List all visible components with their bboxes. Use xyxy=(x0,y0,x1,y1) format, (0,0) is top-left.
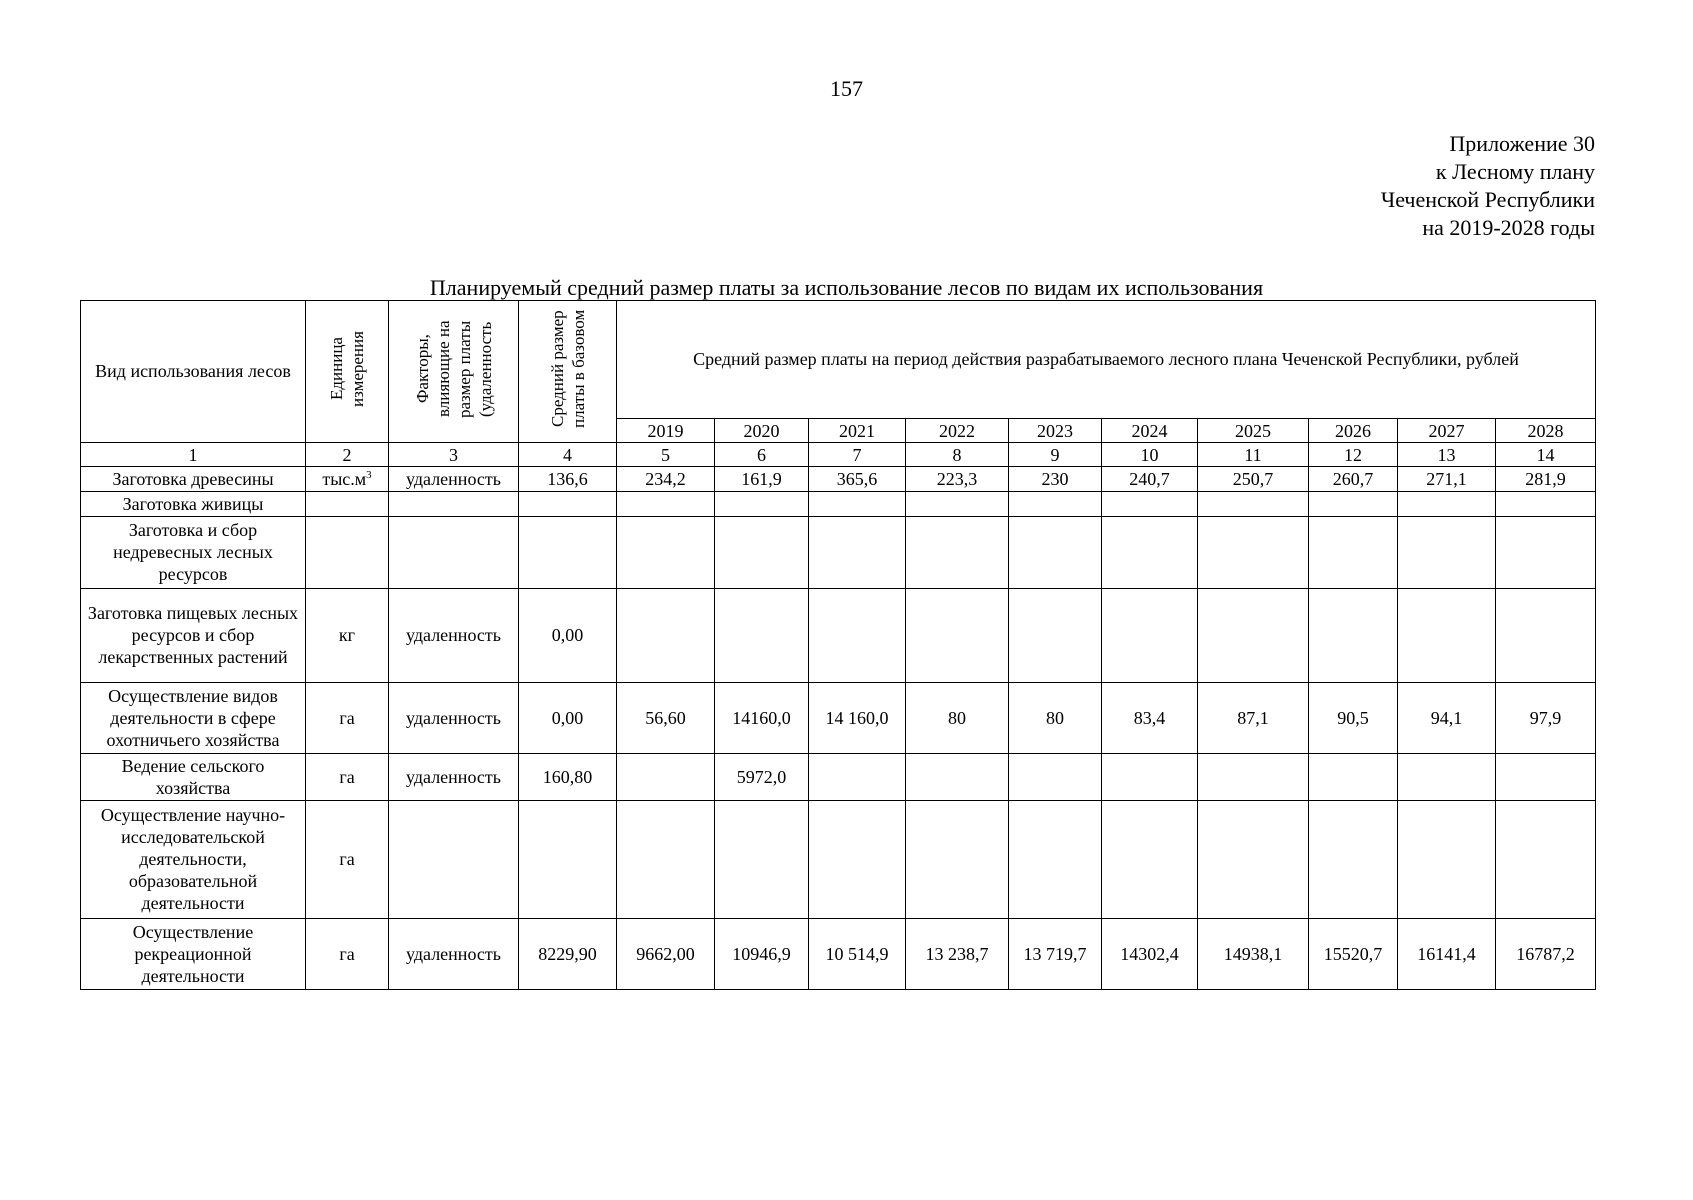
year-value-cell xyxy=(1009,517,1102,588)
year-header: 2024 xyxy=(1102,419,1198,443)
year-value-cell: 94,1 xyxy=(1398,682,1496,753)
year-value-cell xyxy=(617,588,715,682)
year-value-cell xyxy=(1309,754,1398,801)
year-value-cell: 10946,9 xyxy=(715,918,809,989)
year-header: 2025 xyxy=(1198,419,1309,443)
year-value-cell: 234,2 xyxy=(617,467,715,492)
year-value-cell xyxy=(1198,517,1309,588)
usage-type-cell: Заготовка пищевых лесных ресурсов и сбор лекарственных растений xyxy=(81,588,306,682)
year-value-cell xyxy=(1398,492,1496,517)
usage-type-cell: Осуществление видов деятельности в сфере охотничьего хозяйства xyxy=(81,682,306,753)
year-header: 2019 xyxy=(617,419,715,443)
year-value-cell xyxy=(1496,588,1596,682)
unit-cell xyxy=(306,801,389,918)
unit-cell xyxy=(306,918,389,989)
column-number: 2 xyxy=(306,443,389,467)
year-value-cell: 161,9 xyxy=(715,467,809,492)
base-fee-cell: 160,80 xyxy=(519,754,617,801)
column-number: 12 xyxy=(1309,443,1398,467)
year-value-cell xyxy=(1496,517,1596,588)
year-value-cell xyxy=(809,801,906,918)
annex-line-4: на 2019-2028 годы xyxy=(1422,215,1595,240)
year-value-cell: 14302,4 xyxy=(1102,918,1198,989)
unit-cell xyxy=(306,588,389,682)
base-fee-cell xyxy=(519,492,617,517)
year-value-cell: 13 719,7 xyxy=(1009,918,1102,989)
year-value-cell xyxy=(1398,801,1496,918)
year-value-cell xyxy=(1496,492,1596,517)
unit-cell xyxy=(306,754,389,801)
year-value-cell xyxy=(1198,492,1309,517)
header-factors xyxy=(389,301,519,443)
year-value-cell xyxy=(1009,492,1102,517)
usage-type-cell: Осуществление научно-исследовательской деятельности, образовательной деятельности xyxy=(81,801,306,918)
year-value-cell: 14 160,0 xyxy=(809,682,906,753)
unit-text: га xyxy=(339,708,355,728)
column-number: 13 xyxy=(1398,443,1496,467)
year-value-cell xyxy=(906,801,1009,918)
year-value-cell xyxy=(1009,754,1102,801)
table-row xyxy=(81,467,1596,492)
payment-table xyxy=(80,300,1596,990)
header-usage-type: Вид использования лесов xyxy=(81,301,306,443)
year-value-cell xyxy=(1102,588,1198,682)
year-value-cell xyxy=(1496,754,1596,801)
factor-cell: удаленность xyxy=(389,754,519,801)
table-row xyxy=(81,801,1596,918)
column-number: 7 xyxy=(809,443,906,467)
header-factors-text: Факторы, влияющие на размер платы (удаленность xyxy=(412,320,495,418)
year-value-cell xyxy=(1398,588,1496,682)
year-header: 2020 xyxy=(715,419,809,443)
year-header: 2023 xyxy=(1009,419,1102,443)
year-value-cell: 90,5 xyxy=(1309,682,1398,753)
year-value-cell xyxy=(1102,801,1198,918)
table-row xyxy=(81,918,1596,989)
column-number: 3 xyxy=(389,443,519,467)
year-value-cell xyxy=(715,801,809,918)
unit-cell xyxy=(306,682,389,753)
year-header: 2022 xyxy=(906,419,1009,443)
base-fee-cell: 8229,90 xyxy=(519,918,617,989)
table-row xyxy=(81,492,1596,517)
annex-line-1: Приложение 30 xyxy=(1449,131,1595,156)
factor-cell: удаленность xyxy=(389,588,519,682)
year-value-cell: 16141,4 xyxy=(1398,918,1496,989)
year-value-cell xyxy=(906,754,1009,801)
unit-text: тыс.м xyxy=(322,469,367,490)
unit-text: га xyxy=(339,849,355,870)
column-number: 1 xyxy=(81,443,306,467)
base-fee-cell: 0,00 xyxy=(519,588,617,682)
year-value-cell: 230 xyxy=(1009,467,1102,492)
year-value-cell: 271,1 xyxy=(1398,467,1496,492)
factor-cell: удаленность xyxy=(389,467,519,492)
year-value-cell xyxy=(617,517,715,588)
year-value-cell xyxy=(809,754,906,801)
column-number: 4 xyxy=(519,443,617,467)
usage-type-cell: Заготовка и сбор недревесных лесных ресурсов xyxy=(81,517,306,588)
base-fee-cell: 0,00 xyxy=(519,682,617,753)
year-value-cell xyxy=(906,588,1009,682)
annex-line-2: к Лесному плану xyxy=(1435,159,1595,184)
year-value-cell xyxy=(617,801,715,918)
annex-heading xyxy=(1381,130,1595,242)
year-value-cell: 83,4 xyxy=(1102,682,1198,753)
unit-superscript: 3 xyxy=(366,469,372,482)
header-period: Средний размер платы на период действия разрабатываемого лесного плана Чеченской Республики, рублей xyxy=(617,301,1596,419)
document-title: Планируемый средний размер платы за использование лесов по видам их использования xyxy=(429,275,1264,300)
column-number: 14 xyxy=(1496,443,1596,467)
year-value-cell xyxy=(1009,801,1102,918)
year-value-cell: 87,1 xyxy=(1198,682,1309,753)
table-row xyxy=(81,588,1596,682)
year-value-cell xyxy=(715,492,809,517)
usage-type-cell: Ведение сельского хозяйства xyxy=(81,754,306,801)
year-value-cell xyxy=(617,754,715,801)
column-number: 8 xyxy=(906,443,1009,467)
unit-text: кг xyxy=(338,625,356,646)
header-unit-text: Единица измерения xyxy=(327,331,367,407)
year-header: 2028 xyxy=(1496,419,1596,443)
year-value-cell: 260,7 xyxy=(1309,467,1398,492)
unit-text: га xyxy=(339,767,355,788)
year-value-cell: 56,60 xyxy=(617,682,715,753)
unit-cell xyxy=(306,517,389,588)
year-value-cell xyxy=(1102,754,1198,801)
year-value-cell: 97,9 xyxy=(1496,682,1596,753)
year-value-cell xyxy=(1309,588,1398,682)
year-value-cell xyxy=(1198,588,1309,682)
header-base-fee-text: Средний размер платы в базовом xyxy=(547,309,588,429)
year-value-cell xyxy=(906,492,1009,517)
year-value-cell xyxy=(809,517,906,588)
factor-cell xyxy=(389,517,519,588)
table-row xyxy=(81,517,1596,588)
year-value-cell xyxy=(809,588,906,682)
base-fee-cell xyxy=(519,517,617,588)
year-value-cell xyxy=(1009,588,1102,682)
year-value-cell: 80 xyxy=(906,682,1009,753)
year-value-cell xyxy=(617,492,715,517)
year-value-cell: 9662,00 xyxy=(617,918,715,989)
year-value-cell: 14160,0 xyxy=(715,682,809,753)
unit-cell xyxy=(306,467,389,492)
factor-cell: удаленность xyxy=(389,918,519,989)
year-value-cell: 281,9 xyxy=(1496,467,1596,492)
year-value-cell xyxy=(715,517,809,588)
payment-table-container xyxy=(80,300,1595,990)
year-value-cell: 365,6 xyxy=(809,467,906,492)
unit-cell xyxy=(306,492,389,517)
factor-cell xyxy=(389,801,519,918)
column-number: 11 xyxy=(1198,443,1309,467)
header-base-fee xyxy=(519,301,617,443)
year-header: 2026 xyxy=(1309,419,1398,443)
year-value-cell xyxy=(1309,801,1398,918)
year-value-cell xyxy=(1198,754,1309,801)
year-value-cell xyxy=(1198,801,1309,918)
year-value-cell: 15520,7 xyxy=(1309,918,1398,989)
year-value-cell: 80 xyxy=(1009,682,1102,753)
year-value-cell xyxy=(1398,754,1496,801)
year-value-cell xyxy=(1309,492,1398,517)
table-row xyxy=(81,754,1596,801)
base-fee-cell: 136,6 xyxy=(519,467,617,492)
usage-type-cell: Осуществление рекреационной деятельности xyxy=(81,918,306,989)
usage-type-cell: Заготовка живицы xyxy=(81,492,306,517)
year-value-cell: 10 514,9 xyxy=(809,918,906,989)
year-value-cell: 13 238,7 xyxy=(906,918,1009,989)
year-value-cell xyxy=(809,492,906,517)
header-unit xyxy=(306,301,389,443)
year-value-cell: 14938,1 xyxy=(1198,918,1309,989)
base-fee-cell xyxy=(519,801,617,918)
year-value-cell xyxy=(1102,492,1198,517)
year-value-cell xyxy=(715,588,809,682)
page-number: 157 xyxy=(830,76,863,101)
year-value-cell xyxy=(1309,517,1398,588)
year-value-cell xyxy=(906,517,1009,588)
usage-type-cell: Заготовка древесины xyxy=(81,467,306,492)
year-value-cell xyxy=(1102,517,1198,588)
year-value-cell: 240,7 xyxy=(1102,467,1198,492)
column-number: 9 xyxy=(1009,443,1102,467)
year-value-cell: 16787,2 xyxy=(1496,918,1596,989)
factor-cell xyxy=(389,492,519,517)
year-value-cell: 250,7 xyxy=(1198,467,1309,492)
year-value-cell xyxy=(1398,517,1496,588)
table-row xyxy=(81,682,1596,753)
annex-line-3: Чеченской Республики xyxy=(1380,187,1595,212)
year-header: 2027 xyxy=(1398,419,1496,443)
year-value-cell: 223,3 xyxy=(906,467,1009,492)
factor-cell: удаленность xyxy=(389,682,519,753)
unit-text: га xyxy=(339,943,355,964)
year-value-cell xyxy=(1496,801,1596,918)
column-number: 5 xyxy=(617,443,715,467)
column-number: 6 xyxy=(715,443,809,467)
year-value-cell: 5972,0 xyxy=(715,754,809,801)
year-header: 2021 xyxy=(809,419,906,443)
column-number: 10 xyxy=(1102,443,1198,467)
